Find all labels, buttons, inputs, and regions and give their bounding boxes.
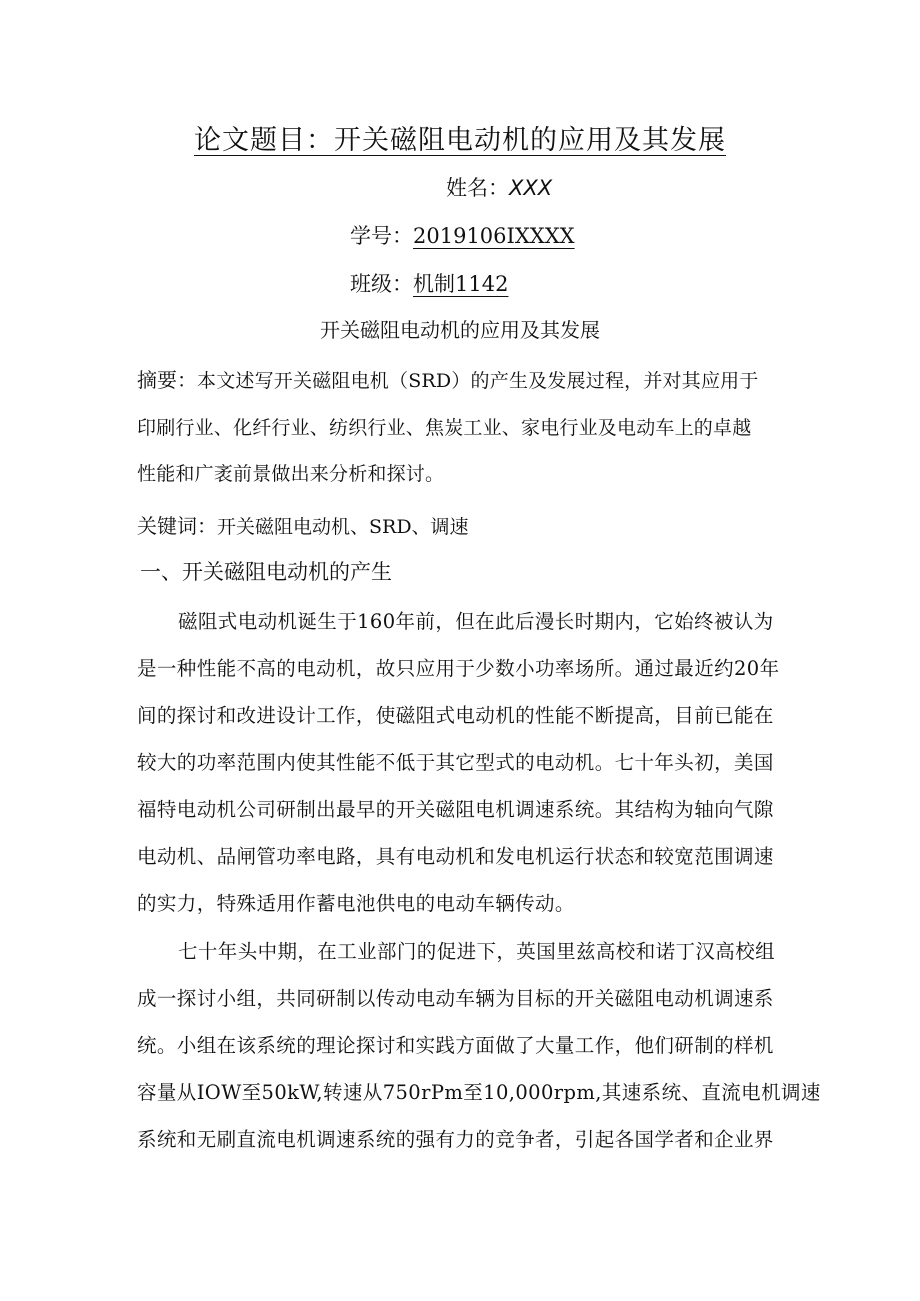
paragraph-line: 的实力，特殊适用作蓄电池供电的电动车辆传动。 [137, 892, 575, 915]
thesis-title: 论文题目：开关磁阻电动机的应用及其发展 [194, 125, 726, 156]
paragraph-line: 成一探讨小组，共同研制以传动电动车辆为目标的开关磁阻电动机调速系 [137, 987, 774, 1010]
section-heading: 一、开关磁阻电动机的产生 [140, 560, 392, 584]
name-row [446, 172, 552, 202]
name-label: 姓名： [446, 176, 509, 200]
keywords-line [137, 510, 469, 539]
paragraph-line: 福特电动机公司研制出最早的开关磁阻电机调速系统。其结构为轴向气隙 [137, 798, 774, 821]
class-value: 机制1142 [413, 272, 509, 296]
class-label: 班级： [350, 272, 413, 296]
keywords-label: 关键词： [137, 514, 217, 538]
paragraph-line: 系统和无刷直流电机调速系统的强有力的竞争者，引起各国学者和企业界 [137, 1128, 774, 1151]
student-id-value: 2019106IXXXX [413, 224, 575, 248]
abstract-line-2: 印刷行业、化纤行业、纺织行业、焦炭工业、家电行业及电动车上的卓越 [137, 417, 752, 439]
name-value: XXX [509, 176, 553, 200]
student-id-row [350, 220, 575, 250]
paragraph-line: 是一种性能不高的电动机，故只应用于少数小功率场所。通过最近约20年 [137, 657, 780, 680]
abstract-line-3: 性能和广袤前景做出来分析和探讨。 [137, 463, 445, 485]
keywords-text: 开关磁阻电动机、SRD、调速 [217, 516, 469, 538]
paragraph-line: 电动机、品闸管功率电路，具有电动机和发电机运行状态和较宽范围调速 [137, 845, 774, 868]
article-title: 开关磁阻电动机的应用及其发展 [320, 318, 600, 342]
class-row [350, 268, 508, 298]
paragraph-line: 间的探讨和改进设计工作，使磁阻式电动机的性能不断提高，目前已能在 [137, 704, 774, 727]
student-id-label: 学号： [350, 224, 413, 248]
paragraph-line: 较大的功率范围内使其性能不低于其它型式的电动机。七十年头初，美国 [137, 751, 774, 774]
paragraph-line: 容量从IOW至50kW,转速从750rPm至10,000rpm,其速系统、直流电机调速 [137, 1081, 821, 1104]
abstract-label: 摘要： [137, 368, 197, 392]
abstract-text: 本文述写开关磁阻电机（SRD）的产生及发展过程，并对其应用于 [197, 370, 759, 392]
paragraph-line: 统。小组在该系统的理论探讨和实践方面做了大量工作，他们研制的样机 [137, 1034, 774, 1057]
paragraph-line: 磁阻式电动机诞生于160年前，但在此后漫长时期内，它始终被认为 [178, 610, 774, 633]
paragraph-line: 七十年头中期，在工业部门的促进下，英国里兹高校和诺丁汉高校组 [178, 940, 776, 963]
abstract-line-1 [137, 364, 759, 393]
